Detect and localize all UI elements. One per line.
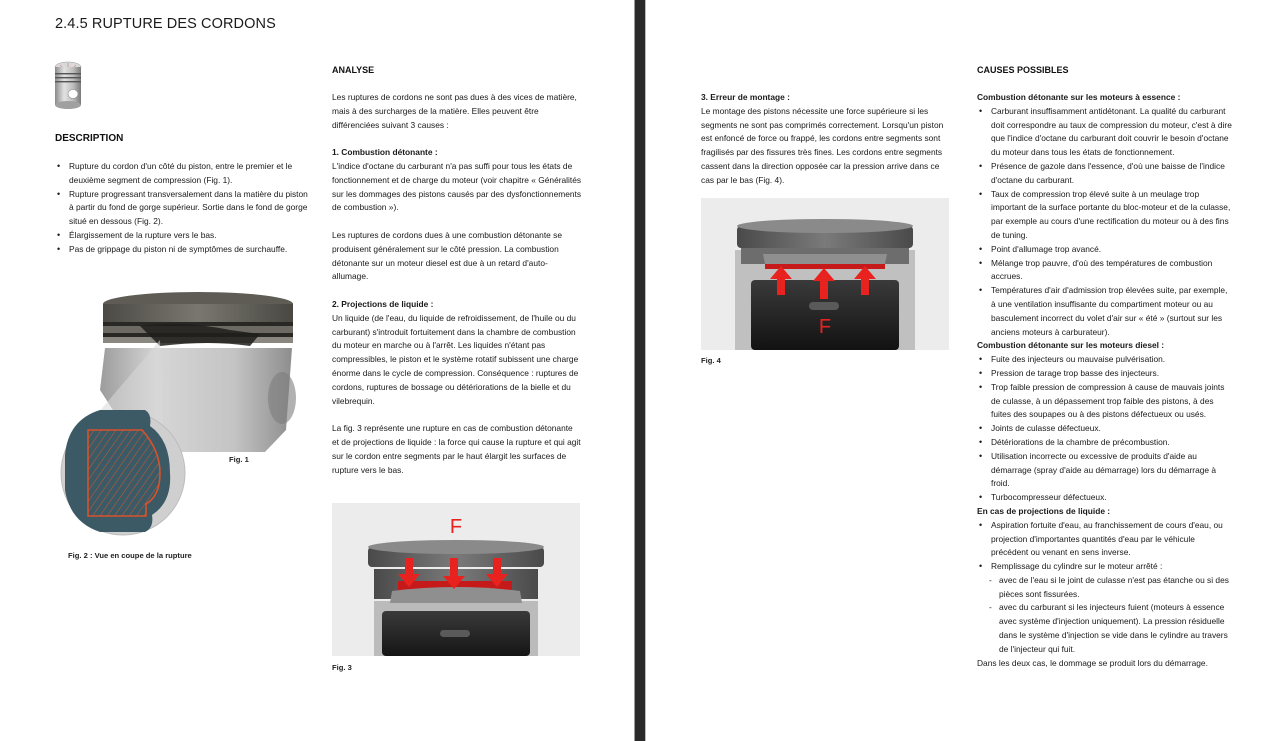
cause-3-text: Le montage des pistons nécessite une force supérieure si les segments ne sont pas comprimés correctement. Lorsqu'un piston est enfoncé de force ou frappé, les cordons entre segments sont fragilisés par des fissures très fines. Les cordons entre segments cassent dans la direction opposée car la pression arrive dans ce cas par le bas (Fig. 4).: [701, 105, 944, 185]
fig-3-caption: Fig. 3: [332, 663, 352, 672]
cause-1-title: 1. Combustion détonante :: [332, 147, 438, 158]
description-heading: DESCRIPTION: [55, 133, 124, 144]
causes-heading: CAUSES POSSIBLES: [977, 65, 1069, 75]
essence-list: [977, 105, 1233, 340]
list-item: • Pression de tarage trop basse des injecteurs.: [977, 367, 1233, 381]
list-item: • Joints de culasse défectueux.: [977, 422, 1233, 436]
left-page: [0, 0, 635, 741]
conclusion-text: Dans les deux cas, le dommage se produit lors du démarrage.: [977, 657, 1208, 668]
list-item: • Températures d'air d'admission trop élevées suite, par exemple, à une ventilation insuffisante du compartiment moteur ou au basculement incorrect du volet d'air sur « été » (surtout sur les anciens moteurs à carburateur).: [977, 284, 1233, 339]
causes-body: [977, 91, 1233, 670]
cause-1-text: L'indice d'octane du carburant n'a pas suffi pour tous les états de fonctionnement et de charge du moteur (voir chapitre « Généralités sur les dommages des pistons causés par des dysfonctionnements de combustion »).: [332, 160, 582, 213]
list-item: • Mélange trop pauvre, d'où des températures de combustion accrues.: [977, 257, 1233, 285]
essence-title: Combustion détonante sur les moteurs à essence :: [977, 92, 1181, 102]
fig-4-caption: Fig. 4: [701, 356, 721, 365]
list-item: • Trop faible pression de compression à cause de mauvais joints de culasse, à un dépassement trop faible des pistons, à des fuites des soupapes ou à des pistons défectueux ou usés.: [977, 381, 1233, 422]
list-item: • Utilisation incorrecte ou excessive de produits d'aide au démarrage (spray d'aide au démarrage) lors du démarrage à froid.: [977, 450, 1233, 491]
diesel-title: Combustion détonante sur les moteurs diesel :: [977, 340, 1165, 351]
list-item: • Turbocompresseur défectueux.: [977, 491, 1233, 505]
analyse-heading: ANALYSE: [332, 65, 375, 75]
cause-2-title: 2. Projections de liquide :: [332, 298, 434, 309]
liquide-title: En cas de projections de liquide :: [977, 505, 1111, 516]
list-item: • Fuite des injecteurs ou mauvaise pulvérisation.: [977, 353, 1233, 367]
list-item: • Aspiration fortuite d'eau, au franchissement de cours d'eau, ou projection d'importantes quantités d'eau par le véhicule précédent ou venant en sens inverse.: [977, 519, 1233, 560]
list-item: • Élargissement de la rupture vers le bas.: [55, 229, 310, 243]
list-item: • Rupture progressant transversalement dans la matière du piston à partir du fond de gorge supérieur. Sortie dans le fond de gorge situé en dessous (Fig. 2).: [55, 188, 310, 229]
list-item: • Pas de grippage du piston ni de symptômes de surchauffe.: [55, 243, 310, 257]
list-item: • Point d'allumage trop avancé.: [977, 243, 1233, 257]
cause-3-title: 3. Erreur de montage :: [701, 92, 790, 102]
description-list: [55, 160, 310, 257]
force-label: F: [449, 516, 463, 538]
liquide-list: [977, 519, 1233, 574]
right-page: [646, 0, 1280, 741]
figure-1-2-damaged-piston: [60, 290, 300, 550]
list-item: • Détériorations de la chambre de précombustion.: [977, 436, 1233, 450]
cause-1-text-2: Les ruptures de cordons dues à une combustion détonante se produisent généralement sur le côté pression. La combustion détonante sur un moteur diesel est due à un retard d'auto-allumage.: [332, 229, 563, 282]
analyse-body: [332, 91, 582, 491]
list-item: - avec du carburant si les injecteurs fuient (moteurs à essence avec système d'injection uniquement). La pression résiduelle dans le système d'injection se vide dans le cylindre au travers de l'injecteur qui fuit.: [977, 601, 1233, 656]
analyse-intro: Les ruptures de cordons ne sont pas dues à des vices de matière, mais à des surcharges de la matière. Elles peuvent être différenciées suivant 3 causes :: [332, 92, 577, 130]
piston-thumbnail-icon: [54, 60, 82, 116]
page-title: 2.4.5 RUPTURE DES CORDONS: [55, 16, 276, 32]
figure-3-force-from-top: [332, 503, 580, 656]
diesel-list: [977, 353, 1233, 505]
cause-2-text: Un liquide (de l'eau, du liquide de refroidissement, de l'huile ou du carburant) s'introduit fortuitement dans la chambre de combustion du moteur en marche ou à l'arrêt. Les liquides n'étant pas compressibles, le piston et le système rotatif subissent une charge énorme dans le cycle de compression. Conséquence : ruptures de cordons, ruptures de bossage ou détériorations de la bielle et du vilebrequin.: [332, 312, 579, 406]
list-item: • Taux de compression trop élevé suite à un meulage trop important de la surface portante du bloc-moteur et de la culasse, par exemple au cours d'une rectification du moteur ou à des fins de tuning.: [977, 188, 1233, 243]
list-item: • Rupture du cordon d'un côté du piston, entre le premier et le deuxième segment de compression (Fig. 1).: [55, 160, 310, 188]
list-item: • Remplissage du cylindre sur le moteur arrêté :: [977, 560, 1233, 574]
list-item: - avec de l'eau si le joint de culasse n'est pas étanche ou si des pièces sont fissurées.: [977, 574, 1233, 602]
force-label: F: [818, 316, 832, 338]
liquide-sublist: [977, 574, 1233, 657]
list-item: • Carburant insuffisamment antidétonant. La qualité du carburant doit correspondre au taux de compression du moteur, c'est à dire que l'indice d'octane du carburant doit couvrir le besoin d'octane du moteur dans tous les états de fonctionnement.: [977, 105, 1233, 160]
figure-4-force-from-bottom: [701, 198, 949, 350]
fig-1-caption: Fig. 1: [229, 455, 249, 464]
fig-2-caption: Fig. 2 : Vue en coupe de la rupture: [68, 551, 192, 560]
cause-3-block: [701, 91, 951, 201]
fig-3-description: La fig. 3 représente une rupture en cas de combustion détonante et de projections de liquide : la force qui cause la rupture et qui agit sur le cordon entre segments par le haut élargit les surfaces de rupture vers le bas.: [332, 423, 581, 475]
list-item: • Présence de gazole dans l'essence, d'où une baisse de l'indice d'octane du carburant.: [977, 160, 1233, 188]
page-spine-divider: [634, 0, 646, 741]
